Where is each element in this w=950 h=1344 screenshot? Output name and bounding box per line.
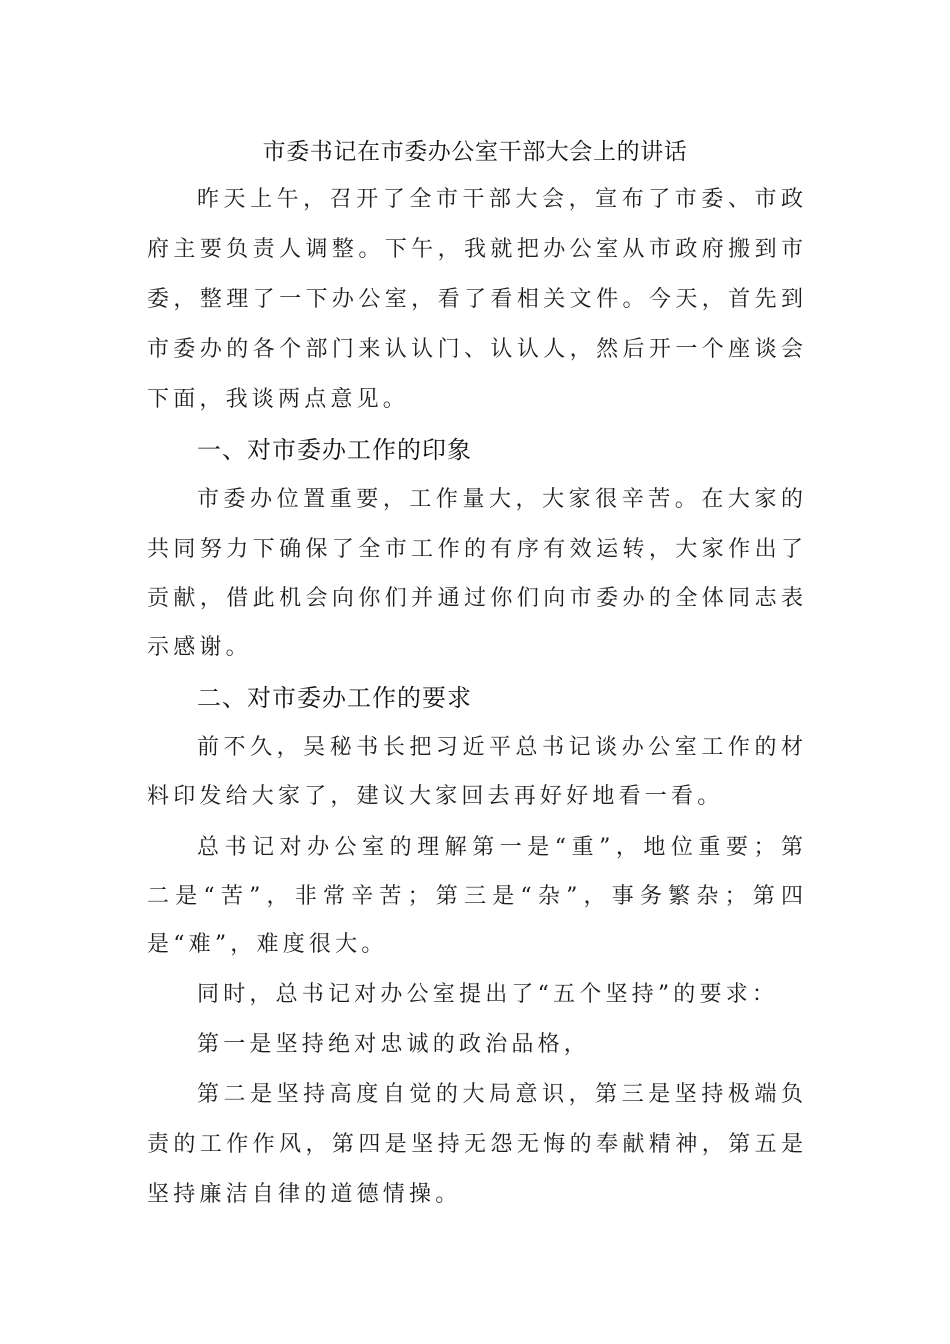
paragraph-5-line-1: 同时，总书记对办公室提出了“五个坚持”的要求： [197, 982, 779, 1007]
paragraph-1-line-4: 市委办的各个部门来认认门、认认人，然后开一个座谈会 [147, 337, 803, 362]
paragraph-2-line-3: 贡献，借此机会向你们并通过你们向市委办的全体同志表 [147, 586, 803, 611]
paragraph-7-line-1: 第二是坚持高度自觉的大局意识，第三是坚持极端负 [197, 1082, 803, 1107]
section-heading-2: 二、对市委办工作的要求 [197, 684, 472, 712]
paragraph-2-line-1: 市委办位置重要，工作量大，大家很辛苦。在大家的 [197, 487, 803, 512]
paragraph-3-line-2: 料印发给大家了，建议大家回去再好好地看一看。 [147, 784, 724, 809]
paragraph-3-line-1: 前不久，吴秘书长把习近平总书记谈办公室工作的材 [197, 735, 803, 760]
document-title: 市委书记在市委办公室干部大会上的讲话 [262, 139, 688, 165]
paragraph-4-line-2: 二是“苦”，非常辛苦；第三是“杂”，事务繁杂；第四 [147, 884, 803, 909]
paragraph-7-line-2: 责的工作作风，第四是坚持无怨无悔的奉献精神，第五是 [147, 1132, 803, 1157]
paragraph-1-line-1: 昨天上午，召开了全市干部大会，宣布了市委、市政 [197, 187, 803, 212]
paragraph-2-line-4: 示感谢。 [147, 635, 252, 660]
paragraph-1-line-2: 府主要负责人调整。下午，我就把办公室从市政府搬到市 [147, 237, 803, 262]
paragraph-7-line-3: 坚持廉洁自律的道德情操。 [147, 1182, 462, 1207]
paragraph-1-line-5: 下面，我谈两点意见。 [147, 387, 410, 412]
paragraph-4-line-1: 总书记对办公室的理解第一是“重”，地位重要；第 [197, 835, 803, 860]
section-heading-1: 一、对市委办工作的印象 [197, 436, 472, 464]
paragraph-4-line-3: 是“难”，难度很大。 [147, 932, 388, 957]
paragraph-6-line-1: 第一是坚持绝对忠诚的政治品格， [197, 1032, 591, 1057]
paragraph-2-line-2: 共同努力下确保了全市工作的有序有效运转，大家作出了 [147, 537, 803, 562]
paragraph-1-line-3: 委，整理了一下办公室，看了看相关文件。今天，首先到 [147, 287, 803, 312]
